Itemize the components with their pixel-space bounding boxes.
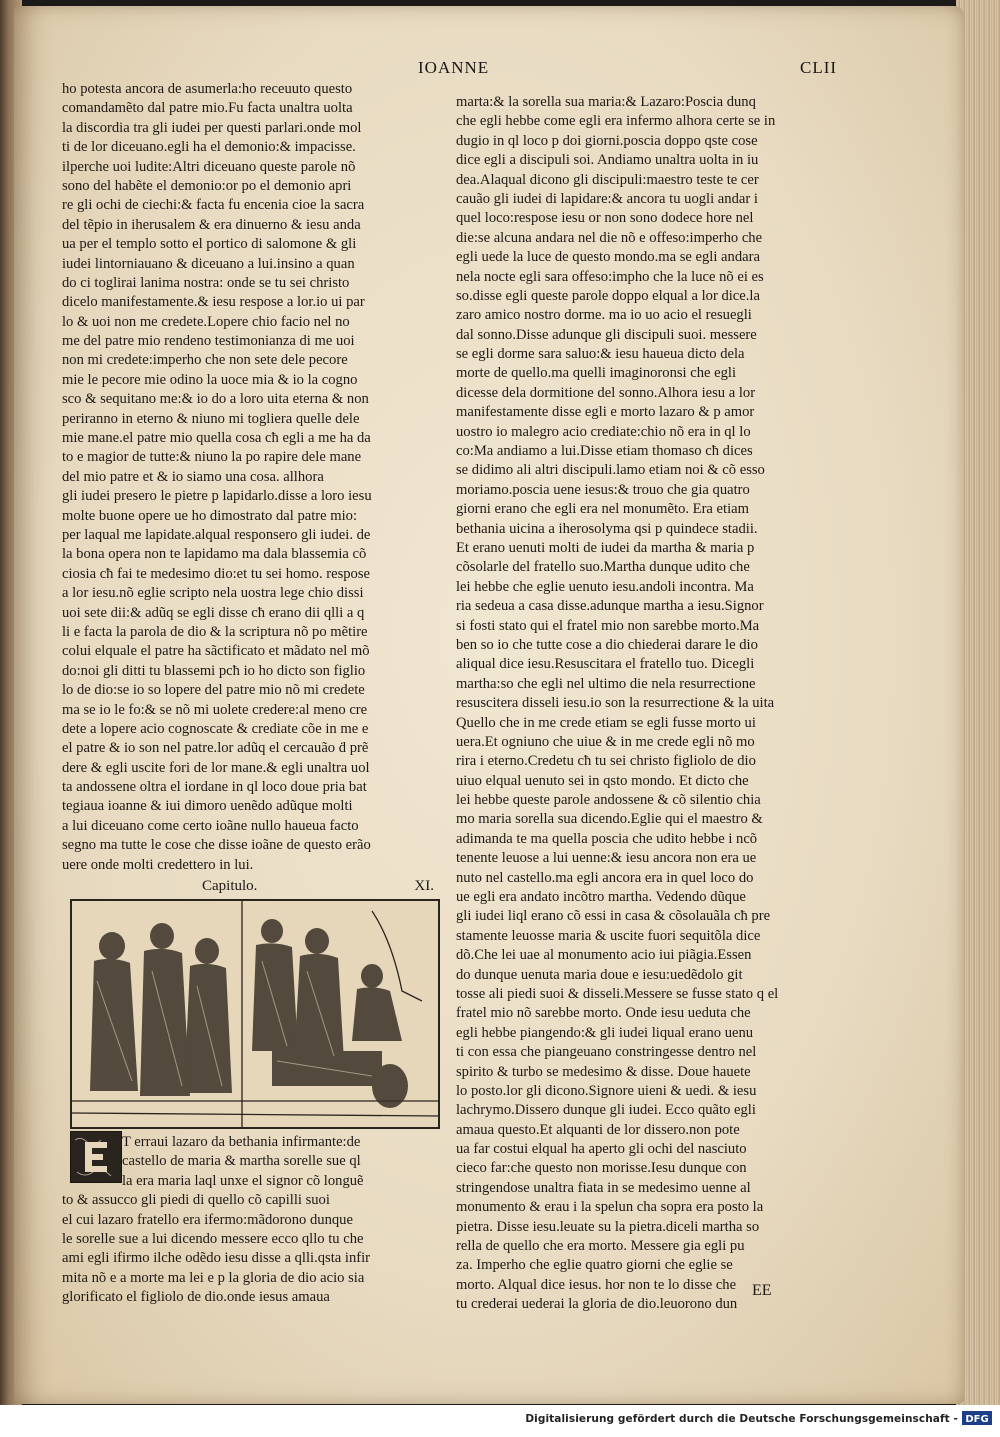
text-line: martha:so che egli nel ultimo die nela resurrectione — [456, 675, 756, 692]
text-line: cieco far:che questo non morisse.Iesu dunque con — [456, 1160, 747, 1177]
text-line: moriamo.poscia uene iesus:& trouo che gia quatro — [456, 481, 750, 498]
text-line: uere onde molti credettero in lui. — [62, 856, 254, 873]
text-line: stringendose unaltra fiata in se medesimo uenne al — [456, 1179, 751, 1196]
text-line: se didimo ali altri discipuli.lamo etiam noi & cõ esso — [456, 462, 765, 479]
text-line: manifestamente disse egli e morto lazaro & p amor — [456, 404, 755, 421]
text-line: ciosia cħ fai te medesimo dio:et tu sei homo. respose — [62, 565, 371, 582]
text-line: ua per el templo sotto el portico di salomone & gli — [62, 236, 357, 253]
text-line: so.disse egli queste parole doppo elqual a lor dice.la — [456, 287, 760, 304]
text-line: ua far costui elqual ha aperto gli ochi del nasciuto — [456, 1141, 747, 1158]
text-line: die:se alcuna andara nel die nõ e offeso:imperho che — [456, 229, 763, 246]
text-line: glorificato el figliolo de dio.onde iesus amaua — [62, 1289, 330, 1306]
text-line: a lui diceuano come certo ioãne nullo haueua facto — [62, 817, 359, 834]
text-line: ta andossene oltra el iordane in ql loco doue pria bat — [62, 779, 367, 796]
text-line: ma se io le fo:& se nõ mi uolete credere:al meno cre — [62, 701, 368, 718]
text-line: colui elquale el patre ha sãctificato et mãdato nel mõ — [62, 643, 370, 660]
text-line: ti de lor diceuano.egli ha el demonio:& impacisse. — [62, 139, 356, 156]
text-line: stamente leuosse maria & uscite fuori sequitõla dice — [456, 927, 761, 944]
text-line: Et erano uenuti molti de iudei da martha & maria p — [456, 539, 755, 556]
text-line: el cui lazaro fratello era ifermo:mãdorono dunque — [62, 1211, 353, 1228]
text-line: egli hebbe piangendo:& gli iudei liqual erano uenu — [456, 1024, 754, 1041]
text-line: tosse ali piedi suoi & disseli.Messere se fusse stato q el — [456, 985, 779, 1002]
text-line: me del patre mio rendeno testimonianza di me uoi — [62, 333, 355, 350]
text-line: sono del habẽte el demonio:or po el demonio apri — [62, 177, 352, 194]
left-column-text — [62, 80, 444, 875]
text-line: molte buone opere ue ho dimostrato dal patre mio: — [62, 507, 358, 524]
text-line: do:noi gli ditti tu blassemi pcħ io ho dicto son figlio — [62, 662, 366, 679]
right-column-text — [456, 93, 850, 1315]
text-line: ami egli ifirmo ilche odẽdo iesu disse a qlli.qsta infir — [62, 1250, 371, 1267]
chapter-number: XI. — [414, 878, 434, 894]
text-line: spirito & turbo se medesimo & disse. Doue hauete — [456, 1063, 751, 1080]
text-line: pietra. Disse iesu.leuate su la pietra.diceli martha so — [456, 1218, 760, 1235]
text-line: lachrymo.Dissero dunque gli iudei. Ecco quãto egli — [456, 1102, 756, 1119]
text-line: del mio patre et & io siamo una cosa. allhora — [62, 468, 324, 485]
text-line: ilperche uoi ludite:Altri diceuano queste parole nõ — [62, 158, 356, 175]
text-line: rella de quello che era morto. Messere gia egli pu — [456, 1238, 745, 1255]
folio-number: CLII — [800, 58, 838, 77]
text-line: se egli dorme sara saluo:& iesu haueua dicto dela — [456, 346, 745, 363]
text-line: tenente leuose a lui uenne:& iesu ancora non era ue — [456, 850, 757, 867]
text-line: resuscitera disseli iesu.io son la resurrectione & la uita — [456, 695, 775, 712]
text-line: lo posto.lor gli dicono.Signore uieni & uedi. & iesu — [456, 1082, 757, 1099]
text-line: mo maria sorella sua dicendo.Eglie qui el maestro & — [456, 811, 763, 828]
chapter-heading — [62, 878, 434, 900]
dfg-logo-icon — [962, 1411, 992, 1425]
text-line: segno ma tutte le cose che disse ioãne de questo erão — [62, 837, 371, 854]
text-line: rira i eterno.Credetu cħ tu sei christo figliolo de dio — [456, 753, 756, 770]
text-line: iudei lintorniauano & diceuano a lui.insino a quan — [62, 255, 355, 272]
text-line: ue egli era andato incõtro martha. Vedendo dũque — [456, 889, 746, 906]
text-line: sco & sequitano me:& io do a loro uita eterna & non — [62, 391, 369, 408]
text-line: monumento & erau i la spelun cha sopra era posto la — [456, 1199, 764, 1216]
text-line: ho potesta ancora de asumerla:ho receuuto questo — [62, 81, 353, 97]
text-line: uera.Et ogniuno che uiue & in me crede egli nõ mo — [456, 733, 755, 750]
text-line: comandamẽto dal patre mio.Fu facta unaltra uolta — [62, 100, 353, 117]
text-line: si fosti stato qui el fratel mio non sarebbe morto.Ma — [456, 617, 760, 634]
text-line: mie mane.el patre mio quella cosa cħ egli a me ha da — [62, 430, 371, 447]
text-line: Quello che in me crede etiam se egli fusse morto ui — [456, 714, 756, 731]
woodcut-raising-of-lazarus-illustration — [70, 899, 440, 1129]
text-line: dea.Alaqual dicono gli discipuli:maestro teste te cer — [456, 171, 759, 188]
text-line: to e magior de tutte:& niuno la po rapire dele mane — [62, 449, 362, 466]
text-line: el patre & io son nel patre.lor adũq el cercauão ḋ prẽ — [62, 740, 369, 757]
text-line: marta:& la sorella sua maria:& Lazaro:Poscia dunq — [456, 94, 756, 110]
text-line: dal sonno.Disse adunque gli discipuli suoi. messere — [456, 326, 757, 343]
text-line: che egli hebbe come egli era infermo alhora certe se in — [456, 113, 776, 130]
text-line: amaua questo.Et alquanti de lor dissero.non pote — [456, 1121, 740, 1138]
text-line: cõsolarle del fratello suo.Martha dunque udito che — [456, 559, 750, 576]
text-line: fratel mio nõ sarebbe morto. Onde iesu ueduta che — [456, 1005, 751, 1022]
text-line: dõ.Che lei uae al monumento acio iui piãgia.Essen — [456, 947, 752, 964]
text-line: lo & uoi non me credete.Lopere chio facio nel no — [62, 313, 350, 330]
text-line: dice egli a discipuli soi. Andiamo unaltra uolta in iu — [456, 152, 759, 169]
text-line: gli iudei presero le pietre p lapidarlo.disse a loro iesu — [62, 488, 372, 505]
text-line: giorni erano che egli era nel monumẽto. Era etiam — [456, 501, 749, 518]
svg-text:DFG: DFG — [965, 1414, 989, 1425]
text-line: T erraui lazaro da bethania infirmante:de — [122, 1134, 361, 1150]
text-line: ben so io che tutte cose a dio chiederai darare le dio — [456, 636, 758, 653]
text-line: le sorelle sue a lui dicendo messere ecco qllo tu che — [62, 1230, 364, 1247]
text-line: bethania uicina a iherosolyma qsi p quindece stadii. — [456, 520, 758, 537]
text-line: a lor iesu.nõ eglie scripto nela uostra lege chio dissi — [62, 585, 364, 602]
signature-mark: EE — [752, 1282, 772, 1299]
text-line: mie le pecore mie odino la uoce mia & io la cogno — [62, 371, 358, 388]
text-line: lei hebbe queste parole andossene & cõ silentio chia — [456, 792, 761, 809]
text-line: ria sedeua a casa disse.adunque martha a iesu.Signor — [456, 598, 764, 615]
text-line: adimanda te ma quella poscia che udito hebbe i ncõ — [456, 830, 758, 847]
text-line: lo de dio:se io so lopere del patre mio nõ mi credete — [62, 682, 365, 699]
chapter-label: Capitulo. — [202, 878, 258, 894]
text-line: uoi sete dii:& adũq se egli disse cħ erano dii qlli a q — [62, 604, 365, 621]
text-line: co:Ma andiamo a lui.Disse etiam thomaso cħ dices — [456, 443, 753, 460]
footer-credit: Digitalisierung gefördert durch die Deutsche Forschungsgemeinschaft - — [525, 1413, 958, 1425]
text-line: la era maria laql unxe el signor cõ longuẽ — [122, 1172, 364, 1189]
text-line: dugio in ql loco p doi giorni.poscia doppo qste cose — [456, 132, 758, 149]
text-line: periranno in eterno & niuno mi togliera quelle dele — [62, 410, 360, 427]
text-line: lei hebbe che eglie uenuto iesu.andoli incontra. Ma — [456, 578, 754, 595]
text-line: ti con essa che piangeuano constringesse dentro nel — [456, 1044, 757, 1061]
text-line: cauão gli iudei di lapidare:& ancora tu uogli andar i — [456, 190, 758, 207]
text-line: aliqual dice iesu.Resuscitara el fratello tuo. Dicegli — [456, 656, 755, 673]
text-line: nuto nel castello.ma egli ancora era in quel loco do — [456, 869, 754, 886]
text-line: za. Imperho che eglie quatro giorni che eglie se — [456, 1257, 733, 1274]
text-line: tu crederai uederai la gloria de dio.leuorono dun — [456, 1296, 738, 1313]
running-title: IOANNE — [418, 58, 490, 77]
left-column-bottom-text — [62, 1133, 444, 1308]
text-line: do ci toglirai lanima nostra: onde se tu sei christo — [62, 274, 350, 291]
text-line: castello de maria & martha sorelle sue ql — [122, 1153, 361, 1170]
text-line: gli iudei liql erano cõ essi in casa & cõsolauãla cħ pre — [456, 908, 771, 925]
text-line: dete a lopere acio cognoscate & crediate cõe in me e — [62, 720, 369, 737]
text-line: del tẽpio in iherusalem & era dinuerno & iesu anda — [62, 216, 361, 233]
text-line: non mi credete:imperho che non sete dele pecore — [62, 352, 348, 369]
text-line: mita nõ e a morte ma lei e p la gloria de dio acio sia — [62, 1269, 365, 1286]
text-line: do dunque uenuta maria doue e iesu:uedẽdolo git — [456, 966, 743, 983]
text-line: dicelo manifestamente.& iesu respose a lor.io ui par — [62, 294, 365, 311]
text-line: per laqual me lapidate.alqual responsero gli iudei. de — [62, 526, 371, 543]
text-line: quel loco:respose iesu or non sono dodece hore nel — [456, 210, 754, 227]
text-line: to & assucco gli piedi di quello cõ capilli suoi — [62, 1192, 330, 1209]
text-line: li e facta la parola de dio & la scriptura nõ po mẽtire — [62, 623, 368, 640]
text-line: morto. Alqual dice iesus. hor non te lo disse che — [456, 1276, 737, 1293]
text-line: morte de quello.ma quelli imaginoronsi che egli — [456, 365, 737, 382]
text-line: dicesse dela dormitione del sonno.Alhora iesu a lor — [456, 384, 756, 401]
text-line: la bona opera non te lapidamo ma dala blassemia cõ — [62, 546, 367, 563]
text-line: egli uede la luce de questo mondo.ma se egli andara — [456, 249, 760, 266]
text-line: zaro amico nostro dorme. ma io uo acio el resuegli — [456, 307, 752, 324]
text-line: dere & egli uscite fori de lor mane.& egli unaltra uol — [62, 759, 370, 776]
text-line: la discordia tra gli iudei per questi parlari.onde mol — [62, 119, 362, 136]
text-line: re gli ochi de ciechi:& facta fu encenia cioe la sacra — [62, 197, 365, 214]
text-line: uostro io malegro acio crediate:chio nõ era in ql lo — [456, 423, 751, 440]
text-line: uiuo elqual uenuto sei in qsto mondo. Et dicto che — [456, 772, 749, 789]
text-line: tegiaua ioanne & iui dimoro uenẽdo adũque molti — [62, 798, 353, 815]
text-line: nela nocte egli sara offeso:impho che la luce nõ ei es — [456, 268, 764, 285]
